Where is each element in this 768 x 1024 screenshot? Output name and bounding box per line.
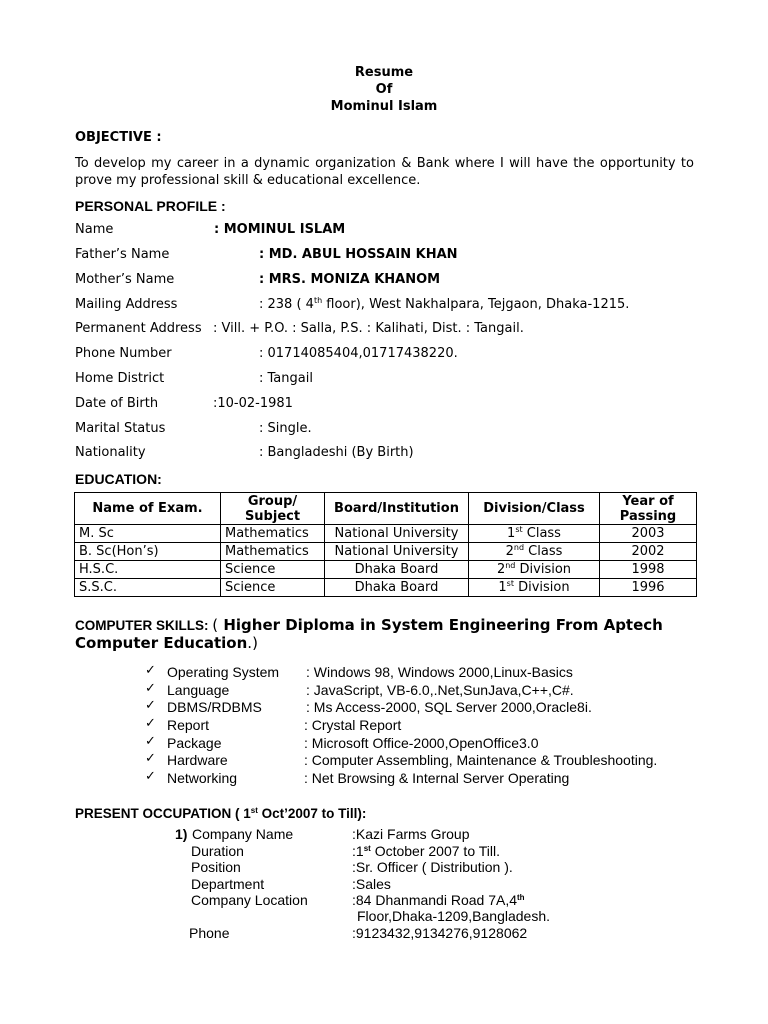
personal-profile-heading: PERSONAL PROFILE : — [75, 198, 226, 214]
nationality-value: : Bangladeshi (By Birth) — [259, 445, 414, 460]
table-row — [75, 543, 697, 561]
nationality-label: Nationality — [75, 445, 146, 460]
title-line-2: Of — [375, 82, 393, 97]
check-icon: ✓ — [145, 716, 156, 731]
duration-value: :1st October 2007 to Till. — [352, 843, 500, 859]
phone-label: Phone Number — [75, 346, 172, 361]
skill-value: : Microsoft Office-2000,OpenOffice3.0 — [304, 735, 539, 751]
location-label: Company Location — [191, 892, 308, 908]
header-division: Division/Class — [469, 493, 600, 525]
exam-cell: M. Sc — [75, 525, 221, 543]
header-year: Year of Passing — [600, 493, 697, 525]
education-heading: EDUCATION: — [75, 471, 162, 487]
board-cell: Dhaka Board — [325, 579, 469, 597]
position-value: :Sr. Officer ( Distribution ). — [352, 859, 513, 875]
father-value: : MD. ABUL HOSSAIN KHAN — [259, 247, 458, 262]
occupation-number: 1) — [175, 826, 188, 842]
skill-label: DBMS/RDBMS — [167, 699, 262, 715]
table-row — [75, 525, 697, 543]
mother-label: Mother’s Name — [75, 272, 175, 287]
skill-value: : Ms Access-2000, SQL Server 2000,Oracle8i. — [306, 699, 592, 715]
skill-value: : JavaScript, VB-6.0,.Net,SunJava,C++,C#. — [306, 682, 574, 698]
mailing-label: Mailing Address — [75, 297, 178, 312]
resume-title — [0, 64, 768, 115]
phone-value: : 01714085404,01717438220. — [259, 346, 458, 361]
check-icon: ✓ — [145, 734, 156, 749]
objective-text: To develop my career in a dynamic organization & Bank where I will have the opportunity to prove my professional skill & educational excellence. — [75, 156, 694, 188]
title-line-3: Mominul Islam — [330, 99, 438, 114]
header-exam: Name of Exam. — [75, 493, 221, 525]
present-occupation-heading: PRESENT OCCUPATION ( 1st Oct’2007 to Till): — [75, 806, 367, 821]
exam-cell: H.S.C. — [75, 561, 221, 579]
location-value: :84 Dhanmandi Road 7A,4th — [352, 892, 525, 908]
division-cell: 1st Class — [469, 525, 600, 543]
skill-label: Operating System — [167, 664, 280, 680]
skill-label: Hardware — [167, 752, 228, 768]
exam-cell: S.S.C. — [75, 579, 221, 597]
objective-heading: OBJECTIVE : — [75, 130, 162, 145]
board-cell: Dhaka Board — [325, 561, 469, 579]
location-value-line2: Floor,Dhaka-1209,Bangladesh. — [357, 908, 551, 924]
division-cell: 1st Division — [469, 579, 600, 597]
marital-value: : Single. — [259, 421, 312, 436]
dob-value: :10-02-1981 — [213, 396, 293, 411]
permanent-value: : Vill. + P.O. : Salla, P.S. : Kalihati, Dist. : Tangail. — [213, 321, 524, 336]
computer-skills-diploma-line2: Computer Education.) — [75, 634, 258, 652]
dob-label: Date of Birth — [75, 396, 159, 411]
year-cell: 2002 — [600, 543, 697, 561]
table-row — [75, 579, 697, 597]
check-icon: ✓ — [145, 751, 156, 766]
skill-label: Report — [167, 717, 210, 733]
group-cell: Science — [221, 561, 325, 579]
skill-label: Networking — [167, 770, 238, 786]
title-line-1: Resume — [354, 65, 414, 80]
phone-value-occupation: :9123432,9134276,9128062 — [352, 925, 528, 941]
year-cell: 2003 — [600, 525, 697, 543]
father-label: Father’s Name — [75, 247, 170, 262]
skill-value: : Windows 98, Windows 2000,Linux-Basics — [306, 664, 573, 680]
name-label: Name — [75, 222, 114, 237]
mother-value: : MRS. MONIZA KHANOM — [259, 272, 441, 287]
position-label: Position — [191, 859, 241, 875]
check-icon: ✓ — [145, 698, 156, 713]
header-board: Board/Institution — [325, 493, 469, 525]
computer-skills-heading: COMPUTER SKILLS: ( Higher Diploma in System Engineering From Aptech — [75, 616, 663, 634]
name-value: : MOMINUL ISLAM — [214, 222, 346, 237]
skill-value: : Net Browsing & Internal Server Operating — [304, 770, 570, 786]
skill-label: Language — [167, 682, 230, 698]
permanent-label: Permanent Address — [75, 321, 202, 336]
skill-label: Package — [167, 735, 222, 751]
check-icon: ✓ — [145, 769, 156, 784]
header-group: Group/ Subject — [221, 493, 325, 525]
board-cell: National University — [325, 543, 469, 561]
division-cell: 2nd Class — [469, 543, 600, 561]
education-table — [74, 492, 697, 597]
marital-label: Marital Status — [75, 421, 166, 436]
year-cell: 1998 — [600, 561, 697, 579]
board-cell: National University — [325, 525, 469, 543]
department-value: :Sales — [352, 876, 391, 892]
company-value: :Kazi Farms Group — [352, 826, 470, 842]
company-label: Company Name — [192, 826, 294, 842]
phone-label-occupation: Phone — [189, 925, 230, 941]
group-cell: Mathematics — [221, 543, 325, 561]
table-row — [75, 561, 697, 579]
skill-value: : Computer Assembling, Maintenance & Troubleshooting. — [304, 752, 658, 768]
district-value: : Tangail — [259, 371, 313, 386]
department-label: Department — [191, 876, 265, 892]
exam-cell: B. Sc(Hon’s) — [75, 543, 221, 561]
year-cell: 1996 — [600, 579, 697, 597]
group-cell: Mathematics — [221, 525, 325, 543]
duration-label: Duration — [191, 843, 244, 859]
check-icon: ✓ — [145, 681, 156, 696]
mailing-value: : 238 ( 4th floor), West Nakhalpara, Tejgaon, Dhaka-1215. — [259, 296, 630, 312]
check-icon: ✓ — [145, 663, 156, 678]
district-label: Home District — [75, 371, 165, 386]
education-header-row — [75, 493, 697, 525]
division-cell: 2nd Division — [469, 561, 600, 579]
skill-value: : Crystal Report — [304, 717, 402, 733]
group-cell: Science — [221, 579, 325, 597]
